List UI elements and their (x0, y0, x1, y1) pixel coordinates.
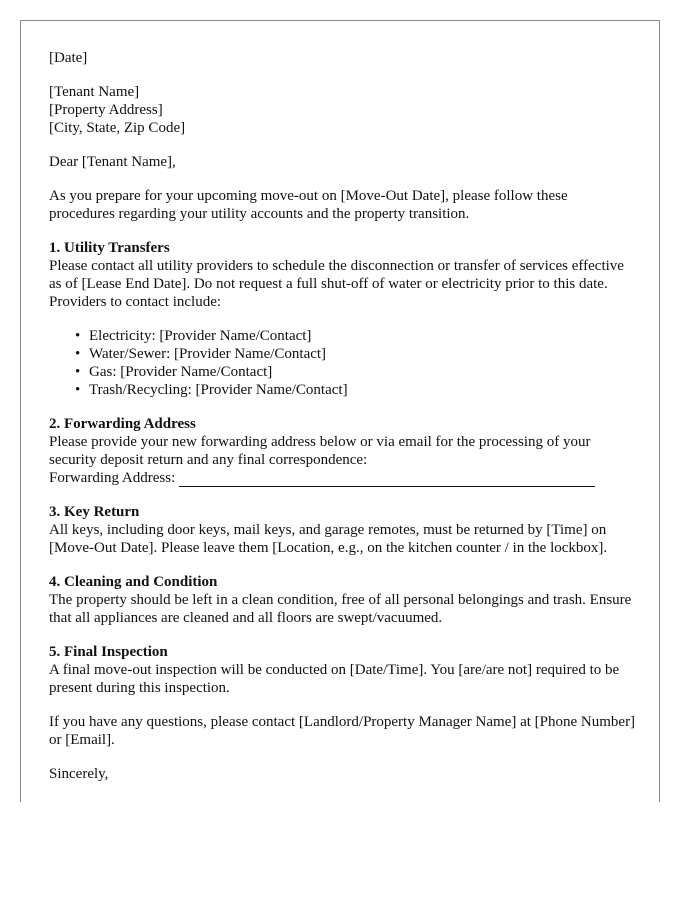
section-heading-utility: 1. Utility Transfers (49, 240, 170, 256)
section-utility-transfers (49, 239, 637, 399)
section-key-return (49, 503, 637, 557)
forwarding-address-label: Forwarding Address: (49, 470, 176, 486)
provider-gas: Gas: [Provider Name/Contact] (89, 364, 273, 380)
section-heading-inspection: 5. Final Inspection (49, 644, 168, 660)
forwarding-address-blank-line[interactable] (179, 470, 595, 487)
cleaning-body: The property should be left in a clean condition, free of all personal belongings and trash. Ensure that all appliances are cleaned and all floors are swept/vacuumed. (49, 592, 632, 626)
salutation: Dear [Tenant Name], (49, 154, 176, 170)
list-item (75, 345, 637, 363)
provider-list (49, 327, 637, 399)
intro-paragraph: As you prepare for your upcoming move-out on [Move-Out Date], please follow these procedures regarding your utility accounts and the property transition. (49, 188, 568, 222)
section-heading-cleaning: 4. Cleaning and Condition (49, 574, 218, 590)
provider-electricity: Electricity: [Provider Name/Contact] (89, 328, 312, 344)
section-heading-forwarding: 2. Forwarding Address (49, 416, 196, 432)
section-heading-keys: 3. Key Return (49, 504, 140, 520)
letter-date: [Date] (49, 50, 88, 66)
list-item (75, 327, 637, 345)
section-forwarding-address (49, 415, 637, 487)
forwarding-body: Please provide your new forwarding address below or via email for the processing of your security deposit return and any final correspondence: (49, 434, 591, 468)
forwarding-address-row (49, 469, 637, 487)
utility-body: Please contact all utility providers to schedule the disconnection or transfer of services effective as of [Lease End Date]. Do not request a full shut-off of water or electricity prior to this date. Providers to contact include: (49, 258, 624, 310)
bullet-icon: • (75, 364, 81, 380)
inspection-body: A final move-out inspection will be conducted on [Date/Time]. You [are/are not] required to be present during this inspection. (49, 662, 620, 696)
closing: Sincerely, (49, 766, 109, 782)
provider-trash-recycling: Trash/Recycling: [Provider Name/Contact] (89, 382, 348, 398)
letter-page (20, 20, 660, 802)
provider-water-sewer: Water/Sewer: [Provider Name/Contact] (89, 346, 327, 362)
letter-content (49, 49, 637, 799)
keys-body: All keys, including door keys, mail keys, and garage remotes, must be returned by [Time] on [Move-Out Date]. Please leave them [Location, e.g., on the kitchen counter / in the lockbox]. (49, 522, 608, 556)
contact-paragraph: If you have any questions, please contact [Landlord/Property Manager Name] at [Phone Number] or [Email]. (49, 714, 636, 748)
recipient-block (49, 83, 637, 137)
recipient-city-state-zip: [City, State, Zip Code] (49, 120, 186, 136)
recipient-address: [Property Address] (49, 102, 163, 118)
list-item (75, 363, 637, 381)
section-final-inspection (49, 643, 637, 697)
bullet-icon: • (75, 346, 81, 362)
bullet-icon: • (75, 328, 81, 344)
list-item (75, 381, 637, 399)
section-cleaning-condition (49, 573, 637, 627)
recipient-name: [Tenant Name] (49, 84, 140, 100)
bullet-icon: • (75, 382, 81, 398)
